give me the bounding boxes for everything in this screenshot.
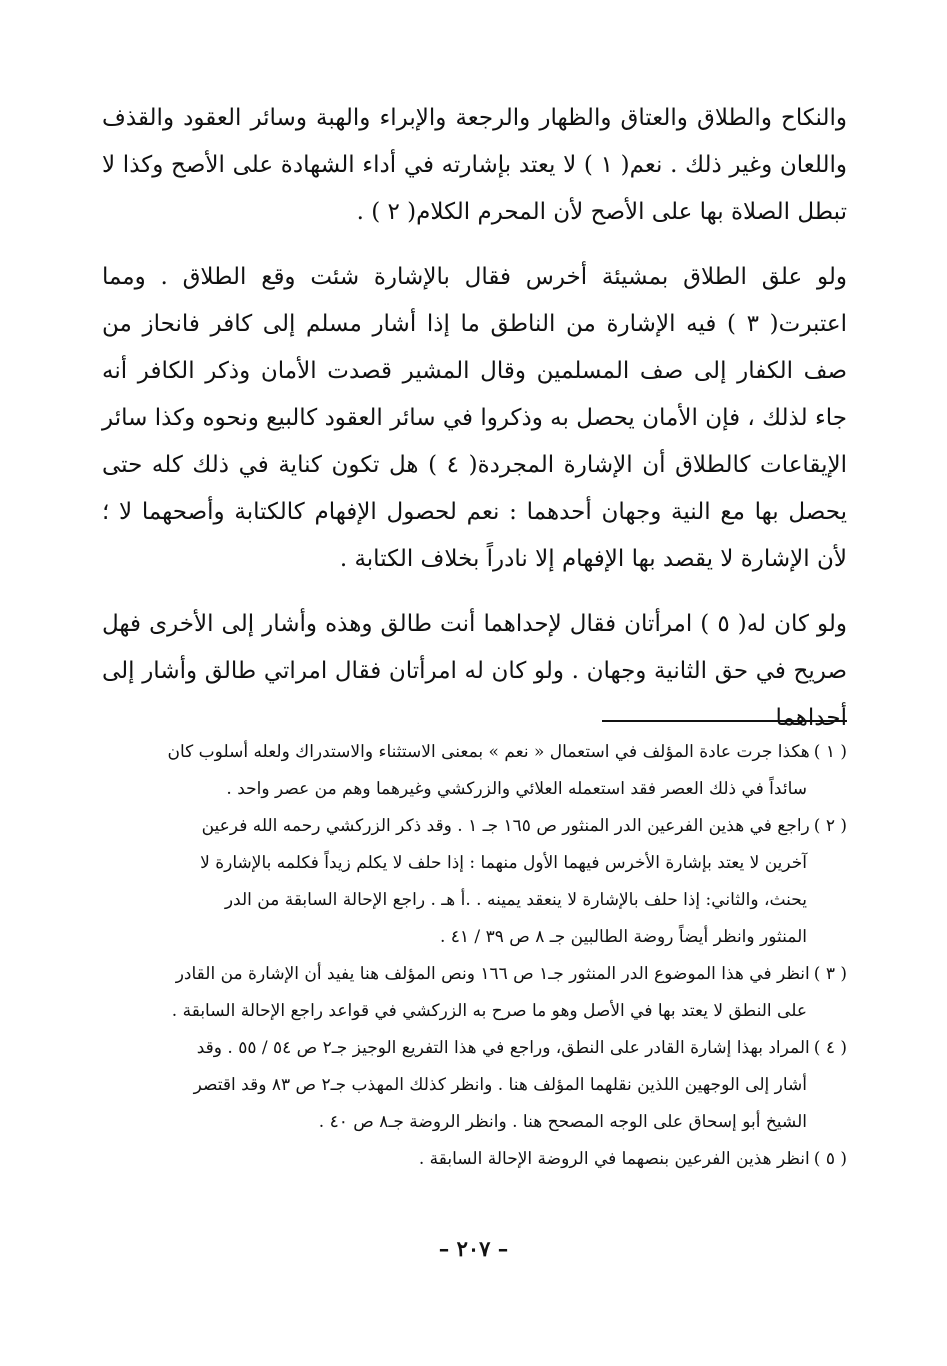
footnote-text: المراد بهذا إشارة القادر على النطق، وراجع في هذا التفريع الوجيز جـ٢ ص ٥٤ / ٥٥ . وقد	[196, 1038, 810, 1058]
main-text	[102, 95, 847, 742]
footnote-text: انظر في هذا الموضوع الدر المنثور جـ١ ص ١٦٦ ونص المؤلف هنا يفيد أن الإشارة من القادر	[175, 964, 810, 984]
footnote-text: انظر هذين الفرعين بنصهما في الروضة الإحالة السابقة .	[418, 1149, 810, 1169]
footnotes	[102, 734, 847, 1178]
footnote-number: ( ٥ )	[813, 1149, 847, 1169]
footnote-number: ( ٤ )	[813, 1038, 847, 1058]
footnote-5	[102, 1141, 847, 1178]
footnote-number: ( ٣ )	[813, 964, 847, 984]
footnote-4	[102, 1030, 847, 1141]
footnote-text: راجع في هذين الفرعين الدر المنثور ص ١٦٥ جـ ١ . وقد ذكر الزركشي رحمه الله فرعين	[201, 816, 810, 836]
paragraph-3: ولو كان له( ٥ ) امرأتان فقال لإحداهما أنت طالق وهذه وأشار إلى الأخرى فهل صريح في حق الثانية وجهان . ولو كان له امرأتان فقال امراتي طالق وأشار إلى أحداهما	[102, 611, 847, 731]
footnote-separator	[602, 720, 847, 722]
footnote-line: على النطق لا يعتد بها في الأصل وهو ما صرح به الزركشي في قواعد راجع الإحالة السابقة .	[171, 1001, 807, 1021]
footnote-line: المنثور وانظر أيضاً روضة الطالبين جـ ٨ ص ٣٩ / ٤١ .	[439, 927, 807, 947]
footnote-3	[102, 956, 847, 1030]
footnote-line: أشار إلى الوجهين اللذين نقلهما المؤلف هنا . وانظر كذلك المهذب جـ٢ ص ٨٣ وقد اقتصر	[193, 1075, 807, 1095]
footnote-line: يحنث، والثاني: إذا حلف بالإشارة لا ينعقد يمينه . .أ هـ . راجع الإحالة السابقة من الدر	[224, 890, 807, 910]
footnote-line: سائداً في ذلك العصر فقد استعمله العلائي والزركشي وغيرهما وهم من عصر واحد .	[226, 779, 807, 799]
footnote-1	[102, 734, 847, 808]
footnote-number: ( ٢ )	[813, 816, 847, 836]
footnote-text: هكذا جرت عادة المؤلف في استعمال « نعم » بمعنى الاستثناء والاستدراك ولعله أسلوب كان	[167, 742, 810, 762]
footnote-line: الشيخ أبو إسحاق على الوجه المصحح هنا . وانظر الروضة جـ٨ ص ٤٠ .	[318, 1112, 807, 1132]
paragraph-1: والنكاح والطلاق والعتاق والظهار والرجعة والإبراء والهبة وسائر العقود والقذف واللعان وغير ذلك . نعم( ١ ) لا يعتد بإشارته في أداء الشهادة على الأصح وكذا لا تبطل الصلاة بها على الأصح لأن المحرم الكلام( ٢ ) .	[102, 105, 847, 225]
footnote-number: ( ١ )	[813, 742, 847, 762]
paragraph-2: ولو علق الطلاق بمشيئة أخرس فقال بالإشارة شئت وقع الطلاق . ومما اعتبرت( ٣ ) فيه الإشارة من الناطق ما إذا أشار مسلم إلى كافر فانحاز من صف الكفار إلى صف المسلمين وقال المشير قصدت الأمان وذكر الكافر أنه جاء لذلك ، فإن الأمان يحصل به وذكروا في سائر العقود كالبيع ونحوه وكذا سائر الإيقاعات كالطلاق أن الإشارة المجردة( ٤ ) هل تكون كناية في ذلك كله حتى يحصل بها مع النية وجهان أحدهما : نعم لحصول الإفهام كالكتابة وأصحهما لا ؛ لأن الإشارة لا يقصد بها الإفهام إلا نادراً بخلاف الكتابة .	[102, 264, 847, 572]
page-number: – ٢٠٧ –	[438, 1236, 509, 1261]
footnote-2	[102, 808, 847, 956]
footnote-line: آخرين لا يعتد بإشارة الأخرس فيهما الأول منهما : إذا حلف لا يكلم زيداً فكلمه بالإشارة لا	[200, 853, 807, 873]
